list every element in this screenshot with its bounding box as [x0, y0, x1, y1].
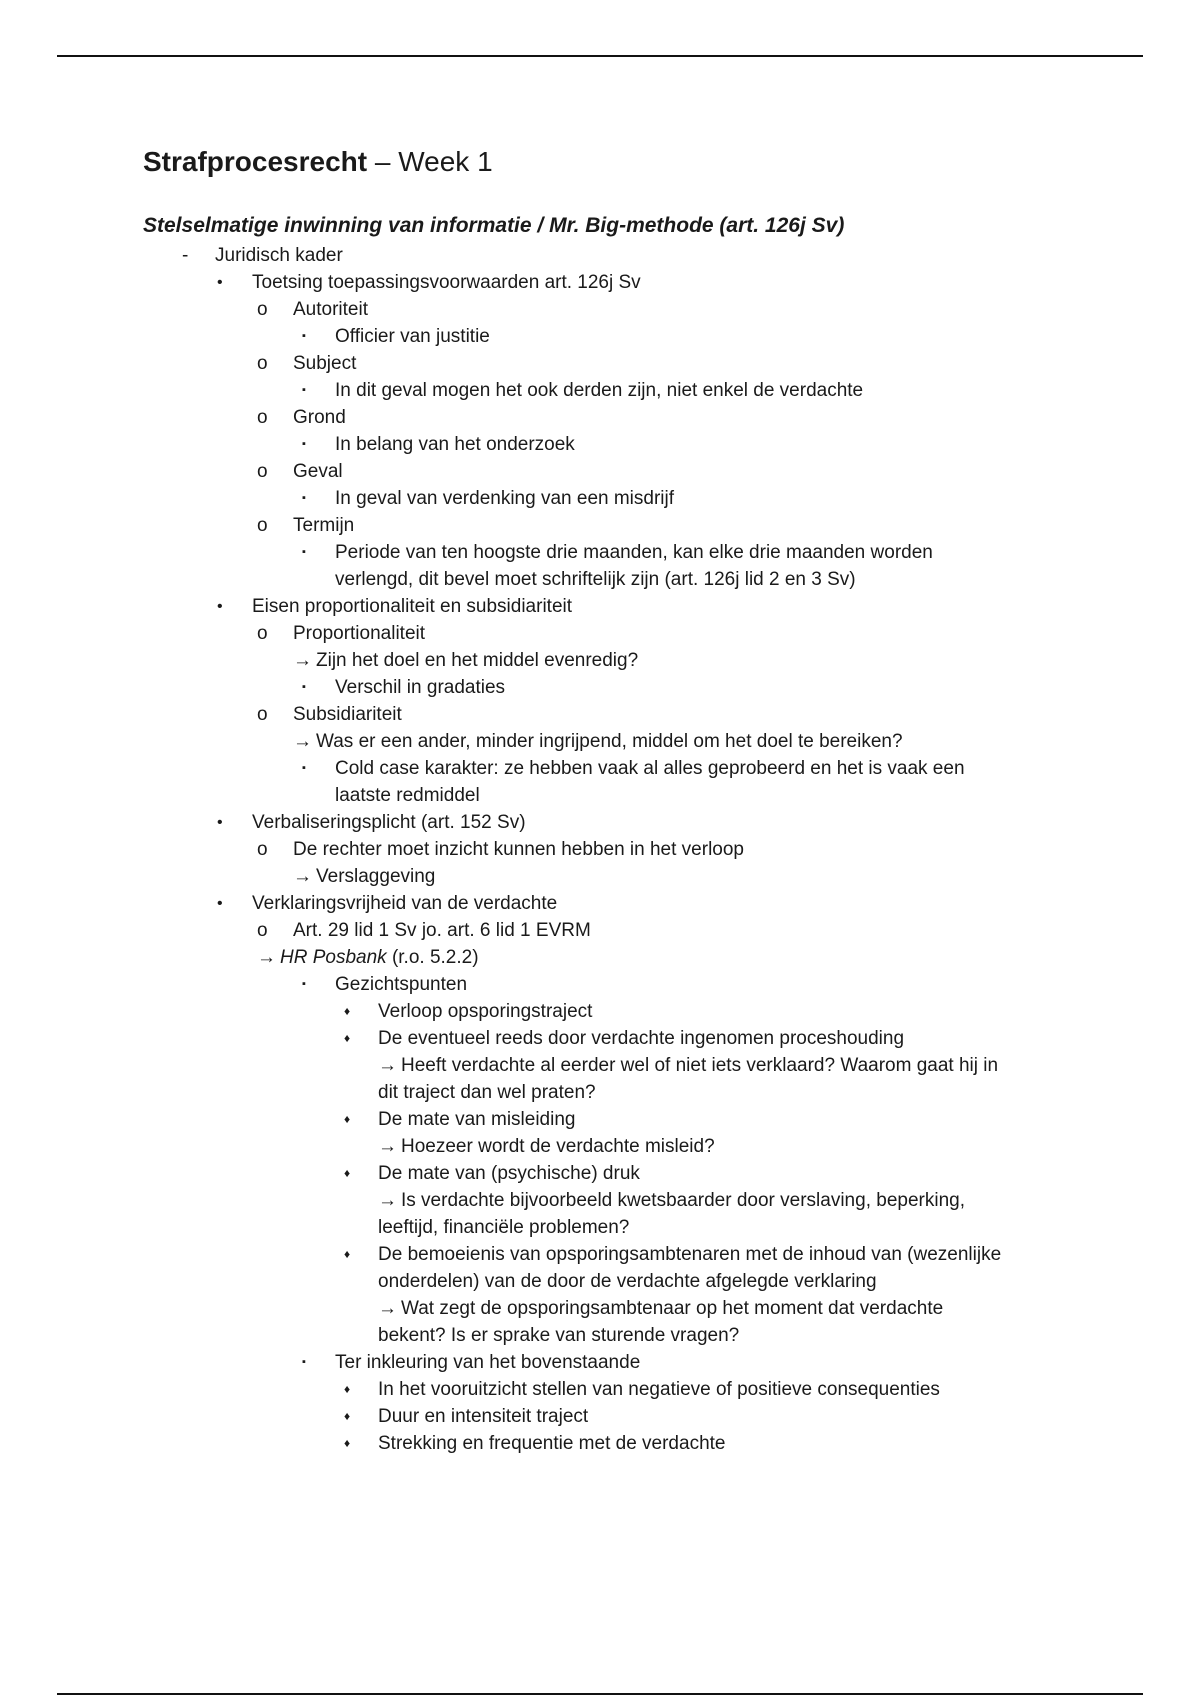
square-marker: ▪ [302, 384, 306, 396]
list-item: ▪ Verschil in gradaties [0, 674, 1200, 701]
bullet-marker: • [217, 598, 223, 615]
list-item-continuation: verlengd, dit bevel moet schriftelijk zijn (art. 126j lid 2 en 3 Sv) [335, 569, 856, 590]
list-item: ▪ Ter inkleuring van het bovenstaande [0, 1349, 1200, 1376]
diamond-marker: ♦ [344, 1409, 351, 1423]
list-item: o Subject [0, 350, 1200, 377]
list-item: ♦ Duur en intensiteit traject [0, 1403, 1200, 1430]
circle-marker: o [257, 515, 268, 536]
list-item: o Geval [0, 458, 1200, 485]
diamond-marker: ♦ [344, 1247, 351, 1261]
section-heading: Stelselmatige inwinning van informatie / Mr. Big-methode (art. 126j Sv) [143, 214, 845, 237]
square-marker: ▪ [302, 438, 306, 450]
list-item: ♦ De mate van (psychische) druk [0, 1160, 1200, 1187]
list-item: ▪ Periode van ten hoogste drie maanden, kan elke drie maanden worden [0, 539, 1200, 566]
header-rule [57, 55, 1143, 57]
arrow-icon: → [293, 731, 312, 752]
list-item: o De rechter moet inzicht kunnen hebben in het verloop [0, 836, 1200, 863]
list-item-continuation: laatste redmiddel [335, 785, 480, 806]
list-item-arrow: → Was er een ander, minder ingrijpend, middel om het doel te bereiken? [293, 731, 903, 752]
list-item-arrow: → Heeft verdachte al eerder wel of niet iets verklaard? Waarom gaat hij in [378, 1055, 999, 1076]
diamond-marker: ♦ [344, 1112, 351, 1126]
list-item: - Juridisch kader [0, 242, 1200, 269]
diamond-marker: ♦ [344, 1436, 351, 1450]
list-item: o Grond [0, 404, 1200, 431]
list-item-arrow: → Is verdachte bijvoorbeeld kwetsbaarder door verslaving, beperking, [378, 1190, 965, 1211]
list-item: ♦ In het vooruitzicht stellen van negatieve of positieve consequenties [0, 1376, 1200, 1403]
case-name: HR Posbank [280, 947, 387, 968]
circle-marker: o [257, 704, 268, 725]
outline-list [0, 242, 1200, 1457]
diamond-marker: ♦ [344, 1031, 351, 1045]
dash-marker: - [182, 245, 189, 266]
list-item: ♦ Verloop opsporingstraject [0, 998, 1200, 1025]
circle-marker: o [257, 623, 268, 644]
list-item-arrow: → Hoezeer wordt de verdachte misleid? [378, 1136, 715, 1157]
square-marker: ▪ [302, 492, 306, 504]
list-item-continuation: onderdelen) van de door de verdachte afgelegde verklaring [378, 1271, 877, 1292]
list-item: o Subsidiariteit [0, 701, 1200, 728]
list-item: • Verklaringsvrijheid van de verdachte [0, 890, 1200, 917]
list-item: o Termijn [0, 512, 1200, 539]
list-item-arrow: → Wat zegt de opsporingsambtenaar op het moment dat verdachte [378, 1298, 944, 1319]
circle-marker: o [257, 353, 268, 374]
list-item: • Verbaliseringsplicht (art. 152 Sv) [0, 809, 1200, 836]
list-item: ♦ De eventueel reeds door verdachte ingenomen proceshouding [0, 1025, 1200, 1052]
list-item-arrow: → Zijn het doel en het middel evenredig? [293, 650, 639, 671]
square-marker: ▪ [302, 762, 306, 774]
arrow-icon: → [293, 650, 312, 671]
square-marker: ▪ [302, 1356, 306, 1368]
list-item-arrow: → HR Posbank (r.o. 5.2.2) [257, 947, 479, 968]
list-item: ▪ In belang van het onderzoek [0, 431, 1200, 458]
arrow-icon: → [378, 1298, 397, 1319]
diamond-marker: ♦ [344, 1382, 351, 1396]
bullet-marker: • [217, 814, 223, 831]
bullet-marker: • [217, 274, 223, 291]
page-title: Strafprocesrecht – Week 1 [143, 146, 493, 177]
list-item-arrow: → Verslaggeving [293, 866, 436, 887]
list-item: ▪ Officier van justitie [0, 323, 1200, 350]
circle-marker: o [257, 839, 268, 860]
bullet-marker: • [217, 895, 223, 912]
list-item: ♦ Strekking en frequentie met de verdachte [0, 1430, 1200, 1457]
circle-marker: o [257, 920, 268, 941]
list-item: o Art. 29 lid 1 Sv jo. art. 6 lid 1 EVRM [0, 917, 1200, 944]
square-marker: ▪ [302, 681, 306, 693]
list-item-continuation: bekent? Is er sprake van sturende vragen? [378, 1325, 740, 1346]
circle-marker: o [257, 407, 268, 428]
list-item: o Proportionaliteit [0, 620, 1200, 647]
list-item: • Toetsing toepassingsvoorwaarden art. 126j Sv [0, 269, 1200, 296]
arrow-icon: → [378, 1190, 397, 1211]
arrow-icon: → [378, 1136, 397, 1157]
arrow-icon: → [378, 1055, 397, 1076]
list-item: ▪ Gezichtspunten [0, 971, 1200, 998]
diamond-marker: ♦ [344, 1166, 351, 1180]
list-item: ▪ Cold case karakter: ze hebben vaak al alles geprobeerd en het is vaak een [0, 755, 1200, 782]
arrow-icon: → [257, 947, 276, 968]
diamond-marker: ♦ [344, 1004, 351, 1018]
list-item: ▪ In geval van verdenking van een misdrijf [0, 485, 1200, 512]
square-marker: ▪ [302, 546, 306, 558]
arrow-icon: → [293, 866, 312, 887]
list-item: • Eisen proportionaliteit en subsidiariteit [0, 593, 1200, 620]
footer-rule [57, 1693, 1143, 1695]
list-item: ♦ De mate van misleiding [0, 1106, 1200, 1133]
circle-marker: o [257, 461, 268, 482]
square-marker: ▪ [302, 330, 306, 342]
circle-marker: o [257, 299, 268, 320]
list-item: o Autoriteit [0, 296, 1200, 323]
list-item: ♦ De bemoeienis van opsporingsambtenaren met de inhoud van (wezenlijke [0, 1241, 1200, 1268]
list-item: ▪ In dit geval mogen het ook derden zijn, niet enkel de verdachte [0, 377, 1200, 404]
square-marker: ▪ [302, 978, 306, 990]
list-item-continuation: leeftijd, financiële problemen? [378, 1217, 630, 1238]
list-item-continuation: dit traject dan wel praten? [378, 1082, 596, 1103]
